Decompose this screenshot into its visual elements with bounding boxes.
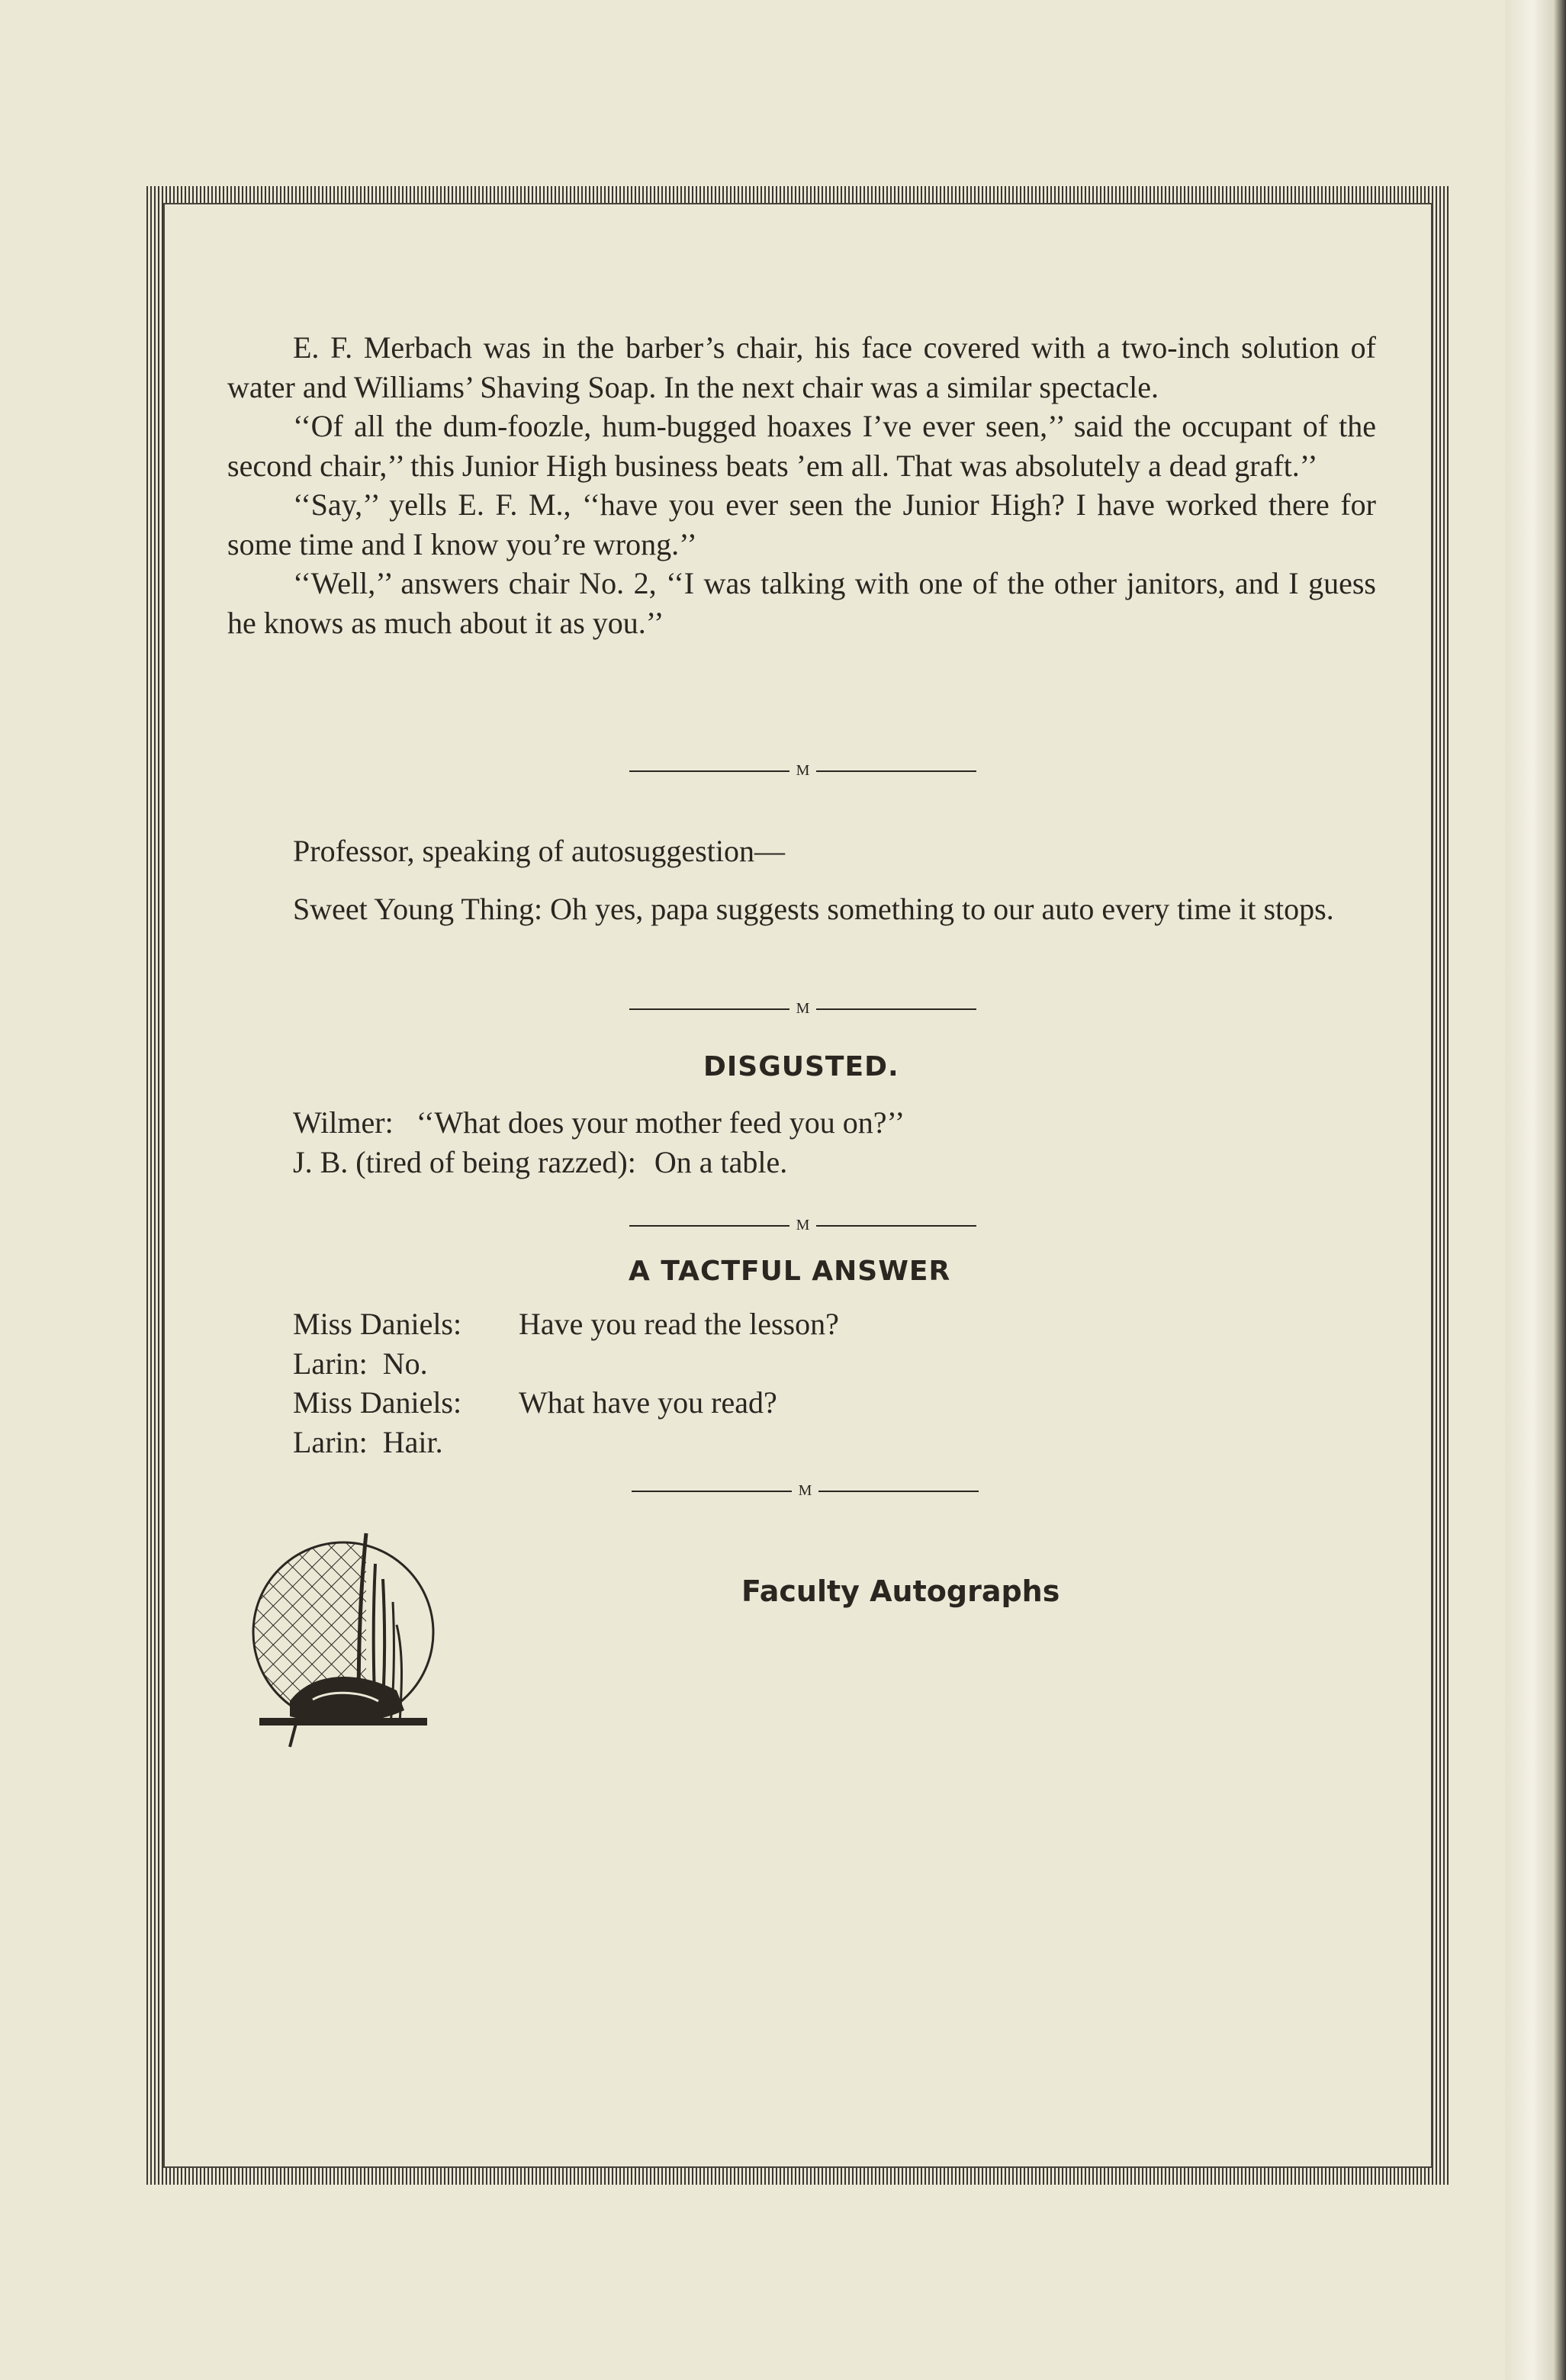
dialog-line <box>293 1344 839 1384</box>
story-paragraph: ‘‘Well,’’ answers chair No. 2, ‘‘I was talking with one of the other janitors, and I guess he knows as much about it as you.’’ <box>227 566 1376 640</box>
dialog-disgusted <box>293 1103 905 1182</box>
joke-line: Sweet Young Thing: Oh yes, papa suggests something to our auto every time it stops. <box>293 891 1334 926</box>
divider <box>629 755 976 786</box>
page-edge-shadow <box>1505 0 1566 2380</box>
fishing-net-emblem <box>244 1518 442 1762</box>
dialog-line <box>293 1304 839 1344</box>
dialog-text: Have you read the lesson? <box>519 1307 839 1341</box>
joke-line: Professor, speaking of autosuggestion— <box>293 834 785 868</box>
dialog-line <box>293 1383 839 1423</box>
divider <box>629 1210 976 1240</box>
speaker: J. B. (tired of being razzed): <box>293 1144 636 1179</box>
divider-mark: M <box>798 1482 812 1499</box>
speaker: Miss Daniels: <box>293 1307 462 1341</box>
dialog-tactful <box>293 1304 839 1462</box>
dialog-text: ‘‘What does your mother feed you on?’’ <box>416 1105 905 1140</box>
heading-tactful-answer: A TACTFUL ANSWER <box>629 1256 951 1287</box>
speaker: Wilmer: <box>293 1105 394 1140</box>
speaker: Larin: <box>293 1346 368 1381</box>
divider-mark: M <box>796 1000 810 1017</box>
story-paragraph: E. F. Merbach was in the barber’s chair, his face covered with a two-inch solution of water and Williams’ Shaving Soap. In the next chair was a similar spectacle. <box>227 330 1376 404</box>
divider-mark: M <box>796 762 810 779</box>
dialog-text: On a table. <box>654 1144 788 1179</box>
story-paragraph: ‘‘Say,’’ yells E. F. M., ‘‘have you ever seen the Junior High? I have worked there for some time and I know you’re wrong.’’ <box>227 487 1376 561</box>
dialog-line <box>293 1423 839 1462</box>
divider-mark: M <box>796 1217 810 1233</box>
story-paragraph: ‘‘Of all the dum-foozle, hum-bugged hoaxes I’ve ever seen,’’ said the occupant of the second chair,’’ this Junior High business beats ’em all. That was absolutely a dead graft.’’ <box>227 409 1376 483</box>
dialog-line <box>293 1143 905 1182</box>
speaker: Larin: <box>293 1424 368 1459</box>
heading-disgusted: DISGUSTED. <box>703 1051 899 1082</box>
divider <box>632 1475 979 1506</box>
story-merbach <box>227 328 1376 642</box>
divider <box>629 993 976 1024</box>
speaker: Miss Daniels: <box>293 1385 462 1420</box>
dialog-text: Hair. <box>382 1424 443 1459</box>
dialog-line <box>293 1103 905 1143</box>
faculty-autographs-title: Faculty Autographs <box>741 1574 1060 1608</box>
dialog-text: No. <box>382 1346 428 1381</box>
dialog-text: What have you read? <box>519 1385 777 1420</box>
joke-autosuggestion <box>293 831 1376 928</box>
